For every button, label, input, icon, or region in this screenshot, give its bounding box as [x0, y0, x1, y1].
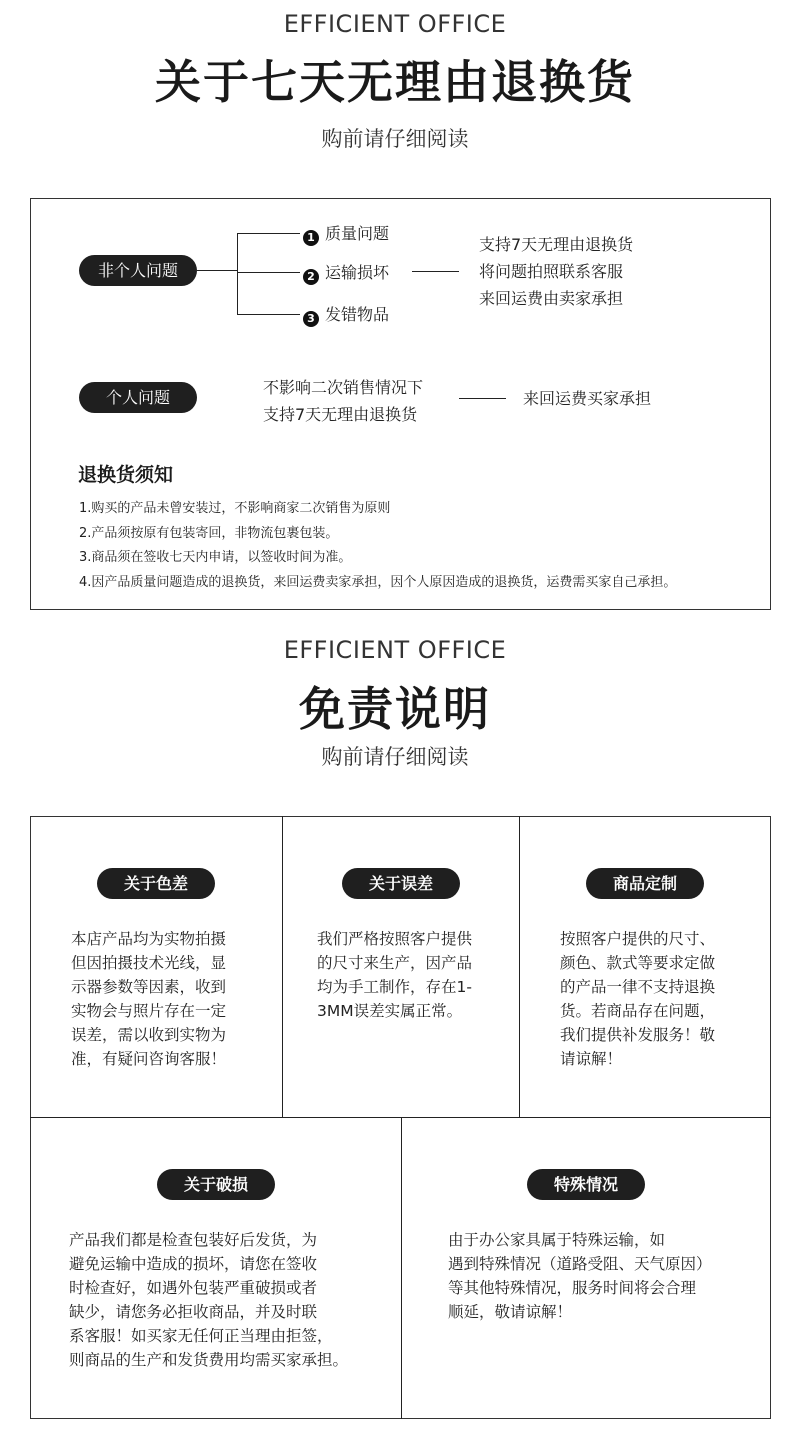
connector-line — [197, 270, 237, 271]
branch-line-2 — [237, 272, 300, 273]
result-line: 支持7天无理由退换货 — [479, 235, 634, 254]
section1-title: 关于七天无理由退换货 — [155, 55, 635, 109]
non-personal-result — [479, 231, 633, 312]
issue-item-label: 发错物品 — [325, 305, 390, 324]
special-case-text — [448, 1228, 712, 1324]
card-line: 系客服！如买家无任何正当理由拒签， — [69, 1327, 333, 1345]
issue-item-wrong — [303, 305, 389, 327]
personal-connector-line — [459, 398, 506, 399]
issue-item-quality — [303, 224, 389, 246]
tolerance-badge: 关于误差 — [342, 868, 460, 899]
card-line: 产品我们都是检查包装好后发货，为 — [69, 1231, 318, 1249]
personal-result: 来回运费买家承担 — [523, 389, 652, 408]
condition-line: 支持7天无理由退换货 — [263, 405, 418, 424]
number-3-icon: 3 — [303, 311, 319, 327]
notice-line-3: 3.商品须在签收七天内申请，以签收时间为准。 — [79, 550, 352, 565]
non-personal-badge: 非个人问题 — [79, 255, 197, 286]
card-line: 缺少，请您务必拒收商品，并及时联 — [69, 1303, 318, 1321]
card-line: 我们提供补发服务！敬 — [560, 1026, 716, 1044]
special-case-badge: 特殊情况 — [527, 1169, 645, 1200]
card-line: 避免运输中造成的损坏，请您在签收 — [69, 1255, 318, 1273]
number-2-icon: 2 — [303, 269, 319, 285]
card-line: 颜色、款式等要求定做 — [560, 954, 716, 972]
card-line: 本店产品均为实物拍摄 — [71, 930, 227, 948]
issue-item-label: 运输损坏 — [325, 263, 390, 282]
issue-item-label: 质量问题 — [325, 224, 390, 243]
result-line: 来回运费由卖家承担 — [479, 289, 624, 308]
card-line: 示器参数等因素，收到 — [71, 978, 227, 996]
card-line: 遇到特殊情况（道路受阻、天气原因） — [448, 1255, 712, 1273]
notice-title: 退换货须知 — [78, 464, 174, 486]
section2-title: 免责说明 — [299, 682, 491, 736]
damage-text — [69, 1228, 348, 1372]
notice-line-2: 2.产品须按原有包装寄回，非物流包裹包装。 — [79, 526, 339, 541]
result-connector-line — [412, 271, 459, 272]
section2-eyebrow: EFFICIENT OFFICE — [283, 636, 507, 664]
customization-badge: 商品定制 — [586, 868, 704, 899]
grid-col-divider — [401, 1117, 402, 1419]
color-difference-badge: 关于色差 — [97, 868, 215, 899]
card-line: 则商品的生产和发货费用均需买家承担。 — [69, 1351, 349, 1369]
card-line: 由于办公家具属于特殊运输，如 — [448, 1231, 666, 1249]
card-line: 货。若商品存在问题， — [560, 1002, 716, 1020]
card-line: 按照客户提供的尺寸、 — [560, 930, 716, 948]
tolerance-text — [317, 927, 472, 1023]
section1-subtitle: 购前请仔细阅读 — [321, 127, 469, 151]
card-line: 顺延，敬请谅解！ — [448, 1303, 573, 1321]
card-line: 请谅解！ — [560, 1050, 623, 1068]
number-1-icon: 1 — [303, 230, 319, 246]
personal-badge: 个人问题 — [79, 382, 197, 413]
card-line: 但因拍摄技术光线，显 — [71, 954, 227, 972]
result-line: 将问题拍照联系客服 — [479, 262, 624, 281]
card-line: 的产品一律不支持退换 — [560, 978, 716, 996]
personal-condition — [263, 374, 423, 428]
damage-badge: 关于破损 — [157, 1169, 275, 1200]
card-line: 3MM误差实属正常。 — [317, 1002, 463, 1020]
card-line: 实物会与照片存在一定 — [71, 1002, 227, 1020]
card-line: 准，有疑问咨询客服！ — [71, 1050, 227, 1068]
condition-line: 不影响二次销售情况下 — [263, 378, 424, 397]
branch-line-1 — [237, 233, 300, 234]
card-line: 的尺寸来生产，因产品 — [317, 954, 473, 972]
branch-line-3 — [237, 314, 300, 315]
issue-item-transport — [303, 263, 389, 285]
grid-col-divider — [519, 816, 520, 1117]
color-difference-text — [71, 927, 226, 1071]
bracket-line — [237, 233, 238, 314]
section1-eyebrow: EFFICIENT OFFICE — [283, 10, 507, 38]
card-line: 我们严格按照客户提供 — [317, 930, 473, 948]
notice-line-4: 4.因产品质量问题造成的退换货，来回运费卖家承担，因个人原因造成的退换货，运费需买家自己承担。 — [79, 575, 677, 590]
section2-subtitle: 购前请仔细阅读 — [321, 745, 469, 769]
card-line: 均为手工制作，存在1- — [317, 978, 472, 996]
card-line: 误差，需以收到实物为 — [71, 1026, 227, 1044]
card-line: 等其他特殊情况，服务时间将会合理 — [448, 1279, 697, 1297]
grid-col-divider — [282, 816, 283, 1117]
customization-text — [560, 927, 715, 1071]
notice-line-1: 1.购买的产品未曾安装过，不影响商家二次销售为原则 — [79, 501, 391, 516]
card-line: 时检查好，如遇外包装严重破损或者 — [69, 1279, 318, 1297]
